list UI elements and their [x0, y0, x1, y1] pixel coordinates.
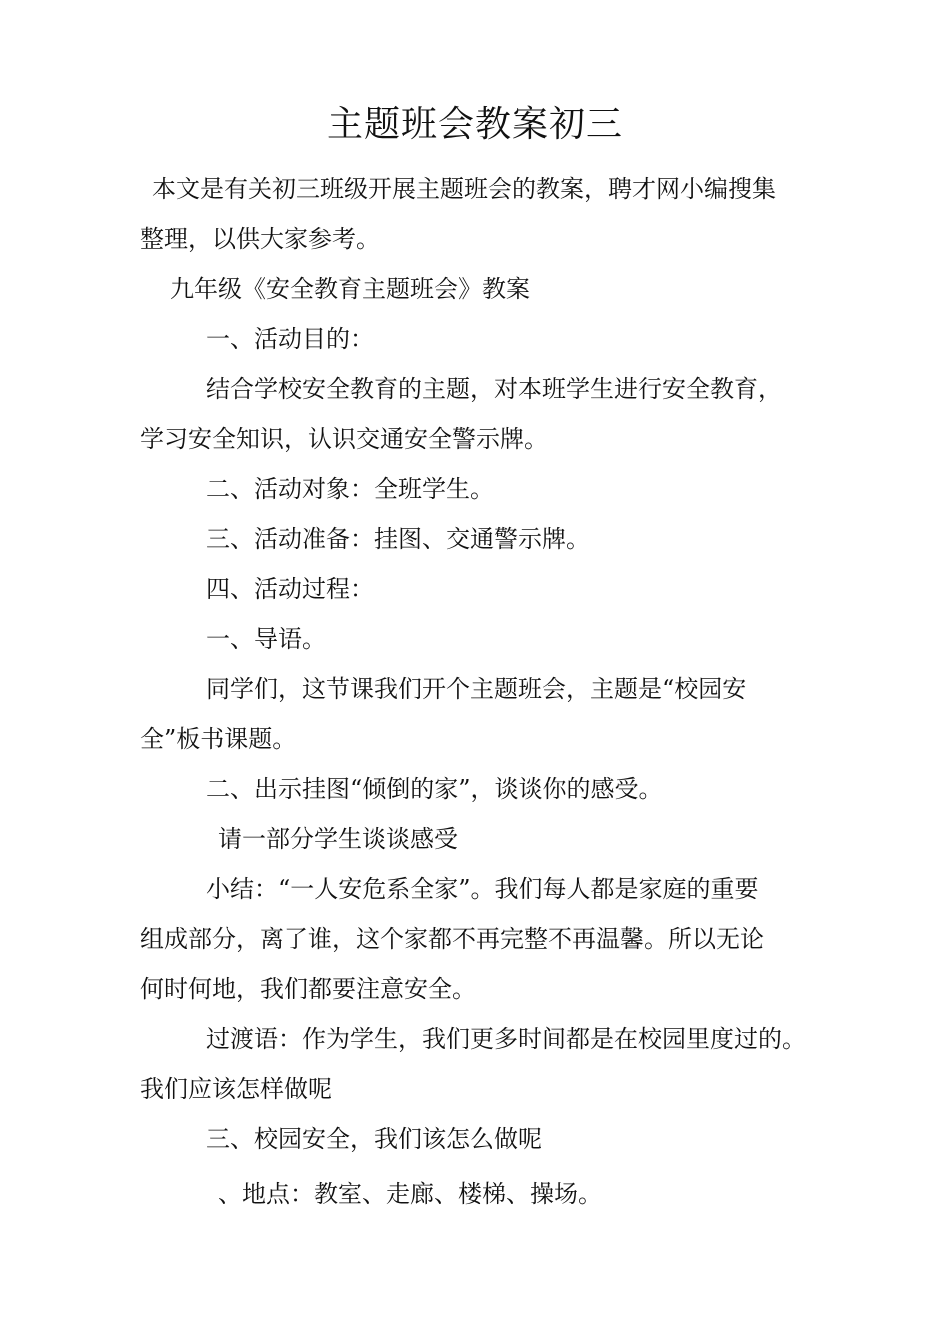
- paragraph-line: 、地点：教室、走廊、楼梯、操场。: [218, 1180, 602, 1208]
- section-heading: 二、活动对象：全班学生。: [206, 475, 494, 503]
- paragraph-line: 组成部分，离了谁，这个家都不再完整不再温馨。所以无论: [140, 925, 764, 953]
- paragraph-line: 学习安全知识，认识交通安全警示牌。: [140, 425, 548, 453]
- paragraph-line: 整理，以供大家参考。: [140, 225, 380, 253]
- section-heading: 一、活动目的：: [206, 325, 374, 353]
- section-heading: 二、出示挂图“倾倒的家”，谈谈你的感受。: [206, 775, 663, 803]
- paragraph-line: 我们应该怎样做呢: [140, 1075, 332, 1103]
- document-title: 主题班会教案初三: [326, 104, 623, 145]
- paragraph-line: 小结：“一人安危系全家”。我们每人都是家庭的重要: [206, 875, 759, 903]
- paragraph-line: 全”板书课题。: [140, 725, 297, 753]
- section-heading: 九年级《安全教育主题班会》教案: [170, 275, 530, 303]
- paragraph-line: 结合学校安全教育的主题，对本班学生进行安全教育，: [206, 375, 782, 403]
- section-heading: 三、校园安全，我们该怎么做呢: [206, 1125, 542, 1153]
- section-heading: 一、导语。: [206, 625, 326, 653]
- section-heading: 三、活动准备：挂图、交通警示牌。: [206, 525, 590, 553]
- paragraph-line: 请一部分学生谈谈感受: [218, 825, 458, 853]
- paragraph-line: 过渡语：作为学生，我们更多时间都是在校园里度过的。: [206, 1025, 806, 1053]
- paragraph-line: 同学们，这节课我们开个主题班会，主题是“校园安: [206, 675, 747, 703]
- section-heading: 四、活动过程：: [206, 575, 374, 603]
- paragraph-line: 本文是有关初三班级开展主题班会的教案，聘才网小编搜集: [152, 175, 776, 203]
- paragraph-line: 何时何地，我们都要注意安全。: [140, 975, 476, 1003]
